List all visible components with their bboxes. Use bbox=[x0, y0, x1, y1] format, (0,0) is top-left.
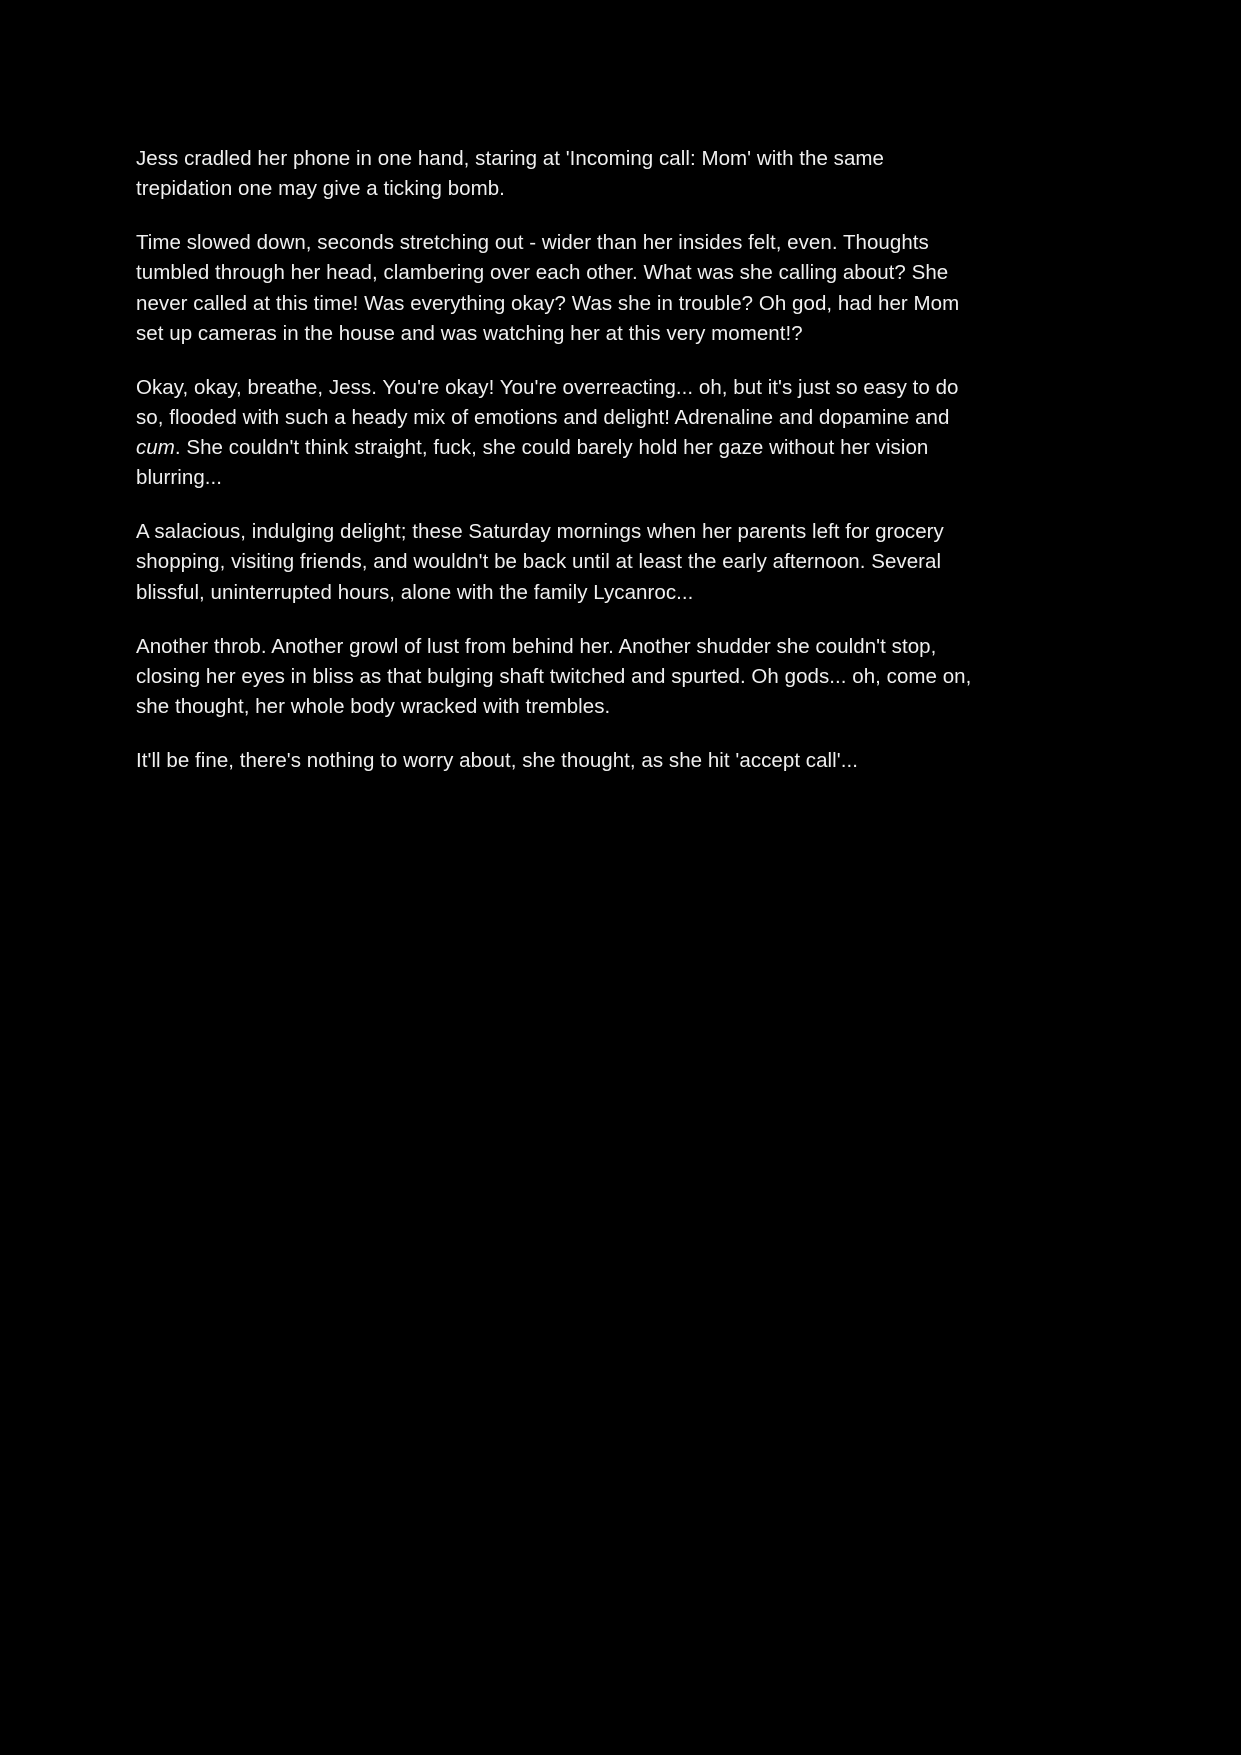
paragraph-1: Jess cradled her phone in one hand, staring at 'Incoming call: Mom' with the same trepidation one may give a ticking bomb. bbox=[136, 147, 890, 201]
paragraph-3 bbox=[136, 373, 982, 494]
paragraph-6: It'll be fine, there's nothing to worry about, she thought, as she hit 'accept call'... bbox=[136, 749, 858, 772]
paragraph-3-segment-3: . She couldn't think straight, fuck, she could barely hold her gaze without her vision blurring... bbox=[136, 436, 935, 490]
paragraph-3-segment-1: Okay, okay, breathe, Jess. You're okay! You're overreacting... oh, but it's just so easy to do so, flooded with such a heady mix of emotions and delight! Adrenaline and dopamine and bbox=[136, 375, 965, 429]
paragraph-4: A salacious, indulging delight; these Saturday mornings when her parents left for grocery shopping, visiting friends, and wouldn't be back until at least the early afternoon. Several blissful, uninterrupted hours, alone with the family Lycanroc... bbox=[136, 520, 950, 604]
paragraph-5: Another throb. Another growl of lust from behind her. Another shudder she couldn't stop, closing her eyes in bliss as that bulging shaft twitched and spurted. Oh gods... oh, come on, she thought, her whole body wracked with trembles. bbox=[136, 634, 978, 718]
paragraph-2: Time slowed down, seconds stretching out - wider than her insides felt, even. Thoughts tumbled through her head, clambering over each other. What was she calling about? She never called at this time! Was everything okay? Was she in trouble? Oh god, had her Mom set up cameras in the house and was watching her at this very moment!? bbox=[136, 231, 965, 345]
document-body bbox=[136, 144, 982, 776]
paragraph-3-emphasis: cum bbox=[136, 436, 175, 459]
